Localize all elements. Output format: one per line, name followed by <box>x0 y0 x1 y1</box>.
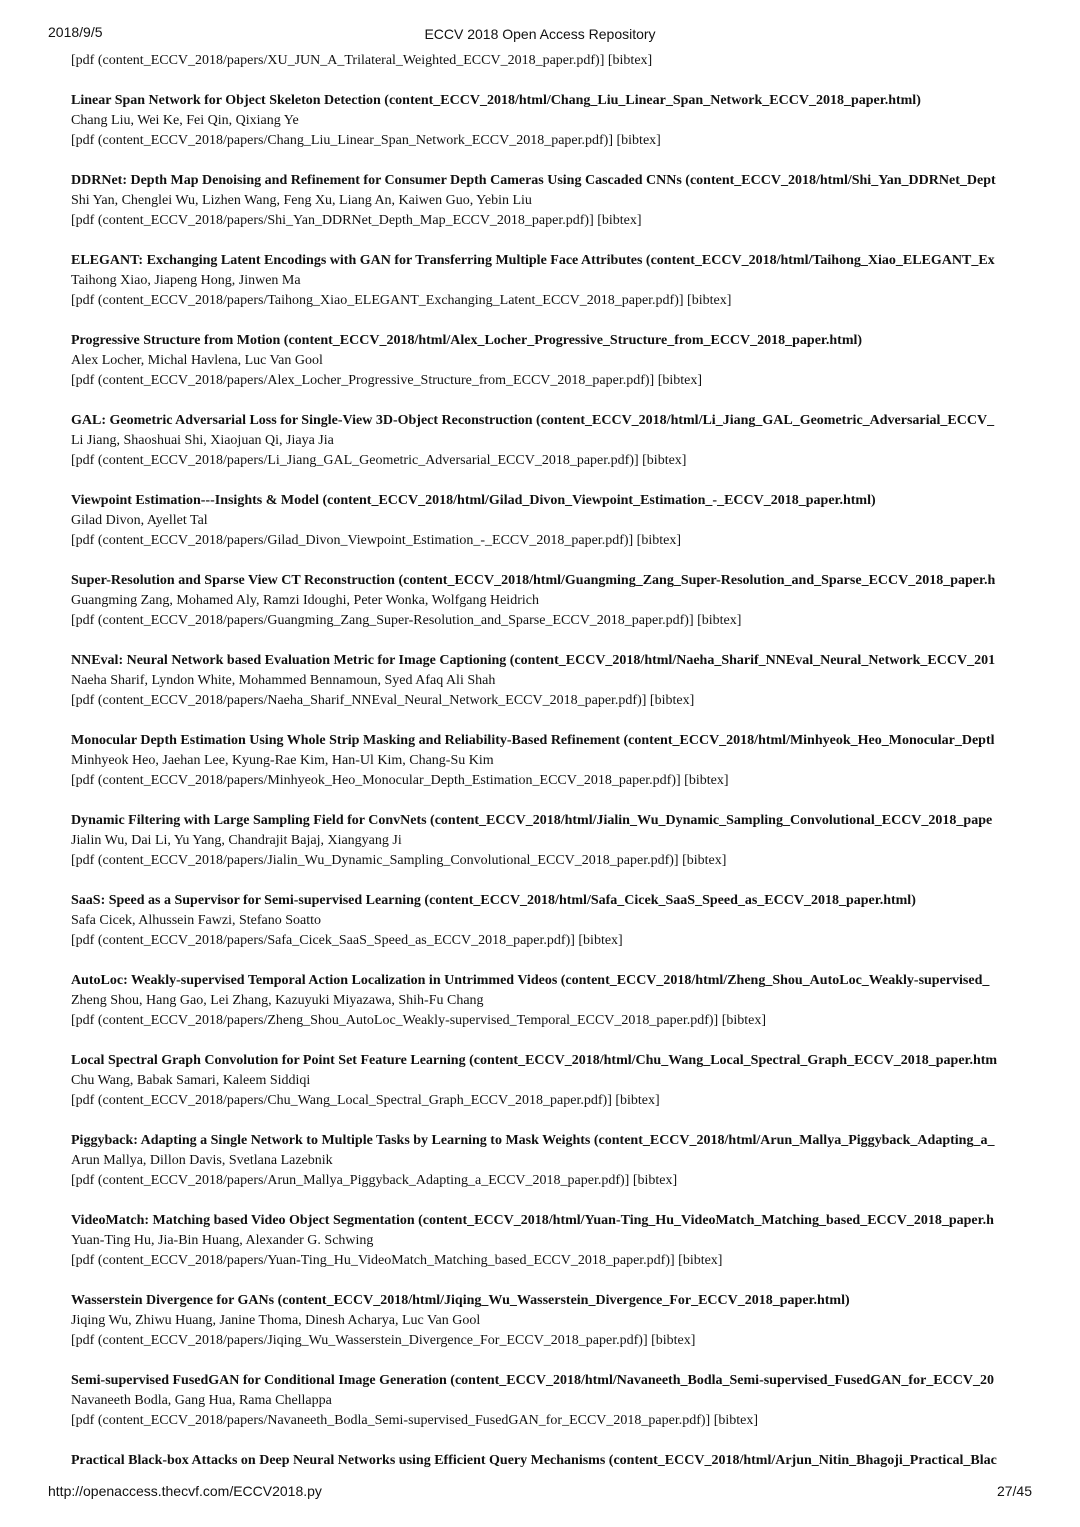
list-item <box>71 731 1032 791</box>
list-item <box>71 1051 1032 1111</box>
page-title: ECCV 2018 Open Access Repository <box>424 26 656 42</box>
print-header <box>48 24 1032 46</box>
print-date: 2018/9/5 <box>48 24 103 40</box>
paper-links[interactable]: [pdf (content_ECCV_2018/papers/Taihong_Xiao_ELEGANT_Exchanging_Latent_ECCV_2018_paper.pdf)] [bibtex] <box>71 293 732 308</box>
list-item <box>71 1131 1032 1191</box>
paper-title-link[interactable]: Wasserstein Divergence for GANs (content_ECCV_2018/html/Jiqing_Wu_Wasserstein_Divergence_For_ECCV_2018_paper.html) <box>71 1293 850 1308</box>
paper-authors: Safa Cicek, Alhussein Fawzi, Stefano Soatto <box>71 913 322 928</box>
list-item <box>71 411 1032 471</box>
paper-authors: Yuan-Ting Hu, Jia-Bin Huang, Alexander G. Schwing <box>71 1233 374 1248</box>
paper-links[interactable]: [pdf (content_ECCV_2018/papers/Arun_Mallya_Piggyback_Adapting_a_ECCV_2018_paper.pdf)] [bibtex] <box>71 1173 678 1188</box>
paper-authors: Jialin Wu, Dai Li, Yu Yang, Chandrajit Bajaj, Xiangyang Ji <box>71 833 402 848</box>
list-item <box>71 1451 1032 1471</box>
list-item <box>71 811 1032 871</box>
paper-links[interactable]: [pdf (content_ECCV_2018/papers/Shi_Yan_DDRNet_Depth_Map_ECCV_2018_paper.pdf)] [bibtex] <box>71 213 642 228</box>
paper-authors: Shi Yan, Chenglei Wu, Lizhen Wang, Feng Xu, Liang An, Kaiwen Guo, Yebin Liu <box>71 193 532 208</box>
paper-authors: Arun Mallya, Dillon Davis, Svetlana Lazebnik <box>71 1153 333 1168</box>
paper-title-link[interactable]: Piggyback: Adapting a Single Network to Multiple Tasks by Learning to Mask Weights (content_ECCV_2018/html/Arun_Mallya_Piggyback_Adapting_a_ <box>71 1133 995 1148</box>
paper-title-link[interactable]: GAL: Geometric Adversarial Loss for Single-View 3D-Object Reconstruction (content_ECCV_2018/html/Li_Jiang_GAL_Geometric_Adversarial_ECCV_ <box>71 413 995 428</box>
paper-links[interactable]: [pdf (content_ECCV_2018/papers/Jialin_Wu_Dynamic_Sampling_Convolutional_ECCV_2018_paper.pdf)] [bibtex] <box>71 853 727 868</box>
paper-title-link[interactable]: Progressive Structure from Motion (content_ECCV_2018/html/Alex_Locher_Progressive_Structure_from_ECCV_2018_paper.html) <box>71 333 863 348</box>
list-item <box>71 891 1032 951</box>
paper-authors: Navaneeth Bodla, Gang Hua, Rama Chellappa <box>71 1393 332 1408</box>
paper-links[interactable]: [pdf (content_ECCV_2018/papers/Alex_Locher_Progressive_Structure_from_ECCV_2018_paper.pdf)] [bibtex] <box>71 373 703 388</box>
paper-authors: Alex Locher, Michal Havlena, Luc Van Gool <box>71 353 323 368</box>
paper-links[interactable]: [pdf (content_ECCV_2018/papers/Zheng_Shou_AutoLoc_Weakly-supervised_Temporal_ECCV_2018_paper.pdf)] [bibtex] <box>71 1013 767 1028</box>
paper-title-link[interactable]: VideoMatch: Matching based Video Object Segmentation (content_ECCV_2018/html/Yuan-Ting_Hu_VideoMatch_Matching_based_ECCV_2018_paper.h <box>71 1213 994 1228</box>
list-item <box>71 51 1032 71</box>
list-item <box>71 251 1032 311</box>
paper-authors: Guangming Zang, Mohamed Aly, Ramzi Idoughi, Peter Wonka, Wolfgang Heidrich <box>71 593 539 608</box>
paper-authors: Chu Wang, Babak Samari, Kaleem Siddiqi <box>71 1073 311 1088</box>
list-item <box>71 651 1032 711</box>
paper-title-link[interactable]: Local Spectral Graph Convolution for Point Set Feature Learning (content_ECCV_2018/html/Chu_Wang_Local_Spectral_Graph_ECCV_2018_paper.htm <box>71 1053 998 1068</box>
list-item <box>71 1291 1032 1351</box>
paper-authors: Li Jiang, Shaoshuai Shi, Xiaojuan Qi, Jiaya Jia <box>71 433 334 448</box>
paper-links[interactable]: [pdf (content_ECCV_2018/papers/Naeha_Sharif_NNEval_Neural_Network_ECCV_2018_paper.pdf)] [bibtex] <box>71 693 695 708</box>
paper-list <box>71 51 1032 1476</box>
paper-links[interactable]: [pdf (content_ECCV_2018/papers/XU_JUN_A_Trilateral_Weighted_ECCV_2018_paper.pdf)] [bibtex] <box>71 53 653 68</box>
list-item <box>71 1371 1032 1431</box>
paper-title-link[interactable]: SaaS: Speed as a Supervisor for Semi-supervised Learning (content_ECCV_2018/html/Safa_Cicek_SaaS_Speed_as_ECCV_2018_paper.html) <box>71 893 916 908</box>
paper-authors: Taihong Xiao, Jiapeng Hong, Jinwen Ma <box>71 273 301 288</box>
paper-links[interactable]: [pdf (content_ECCV_2018/papers/Jiqing_Wu_Wasserstein_Divergence_For_ECCV_2018_paper.pdf)] [bibtex] <box>71 1333 696 1348</box>
print-footer <box>48 1483 1032 1505</box>
paper-title-link[interactable]: DDRNet: Depth Map Denoising and Refinement for Consumer Depth Cameras Using Cascaded CNNs (content_ECCV_2018/html/Shi_Yan_DDRNet_Dept <box>71 173 996 188</box>
paper-title-link[interactable]: NNEval: Neural Network based Evaluation Metric for Image Captioning (content_ECCV_2018/html/Naeha_Sharif_NNEval_Neural_Network_ECCV_201 <box>71 653 996 668</box>
paper-links[interactable]: [pdf (content_ECCV_2018/papers/Chu_Wang_Local_Spectral_Graph_ECCV_2018_paper.pdf)] [bibtex] <box>71 1093 660 1108</box>
paper-entries <box>71 91 1032 1431</box>
paper-authors: Zheng Shou, Hang Gao, Lei Zhang, Kazuyuki Miyazawa, Shih-Fu Chang <box>71 993 484 1008</box>
list-item <box>71 171 1032 231</box>
paper-title-link[interactable]: Linear Span Network for Object Skeleton Detection (content_ECCV_2018/html/Chang_Liu_Linear_Span_Network_ECCV_2018_paper.html) <box>71 93 921 108</box>
paper-title-link[interactable]: Dynamic Filtering with Large Sampling Field for ConvNets (content_ECCV_2018/html/Jialin_Wu_Dynamic_Sampling_Convolutional_ECCV_2018_pape <box>71 813 993 828</box>
paper-authors: Jiqing Wu, Zhiwu Huang, Janine Thoma, Dinesh Acharya, Luc Van Gool <box>71 1313 481 1328</box>
page-url: http://openaccess.thecvf.com/ECCV2018.py <box>48 1483 322 1499</box>
paper-links[interactable]: [pdf (content_ECCV_2018/papers/Minhyeok_Heo_Monocular_Depth_Estimation_ECCV_2018_paper.pdf)] [bibtex] <box>71 773 729 788</box>
list-item <box>71 491 1032 551</box>
page-number: 27/45 <box>996 1483 1032 1499</box>
paper-title-link[interactable]: AutoLoc: Weakly-supervised Temporal Action Localization in Untrimmed Videos (content_ECCV_2018/html/Zheng_Shou_AutoLoc_Weakly-supervised_ <box>71 973 990 988</box>
paper-authors: Minhyeok Heo, Jaehan Lee, Kyung-Rae Kim, Han-Ul Kim, Chang-Su Kim <box>71 753 494 768</box>
list-item <box>71 91 1032 151</box>
list-item <box>71 1211 1032 1271</box>
paper-title-link[interactable]: Semi-supervised FusedGAN for Conditional Image Generation (content_ECCV_2018/html/Navaneeth_Bodla_Semi-supervised_FusedGAN_for_ECCV_20 <box>71 1373 994 1388</box>
list-item <box>71 571 1032 631</box>
paper-links[interactable]: [pdf (content_ECCV_2018/papers/Chang_Liu_Linear_Span_Network_ECCV_2018_paper.pdf)] [bibtex] <box>71 133 661 148</box>
paper-title-link[interactable]: Super-Resolution and Sparse View CT Reconstruction (content_ECCV_2018/html/Guangming_Zang_Super-Resolution_and_Sparse_ECCV_2018_paper.h <box>71 573 996 588</box>
paper-links[interactable]: [pdf (content_ECCV_2018/papers/Guangming_Zang_Super-Resolution_and_Sparse_ECCV_2018_paper.pdf)] [bibtex] <box>71 613 742 628</box>
list-item <box>71 331 1032 391</box>
paper-title-link[interactable]: Practical Black-box Attacks on Deep Neural Networks using Efficient Query Mechanisms (content_ECCV_2018/html/Arjun_Nitin_Bhagoji_Practical_Blac <box>71 1453 997 1468</box>
paper-links[interactable]: [pdf (content_ECCV_2018/papers/Safa_Cicek_SaaS_Speed_as_ECCV_2018_paper.pdf)] [bibtex] <box>71 933 623 948</box>
paper-title-link[interactable]: ELEGANT: Exchanging Latent Encodings with GAN for Transferring Multiple Face Attributes (content_ECCV_2018/html/Taihong_Xiao_ELEGANT_Ex <box>71 253 995 268</box>
list-item <box>71 971 1032 1031</box>
paper-title-link[interactable]: Monocular Depth Estimation Using Whole Strip Masking and Reliability-Based Refinement (content_ECCV_2018/html/Minhyeok_Heo_Monocular_Deptl <box>71 733 995 748</box>
paper-links[interactable]: [pdf (content_ECCV_2018/papers/Li_Jiang_GAL_Geometric_Adversarial_ECCV_2018_paper.pdf)] [bibtex] <box>71 453 687 468</box>
paper-authors: Naeha Sharif, Lyndon White, Mohammed Bennamoun, Syed Afaq Ali Shah <box>71 673 496 688</box>
paper-title-link[interactable]: Viewpoint Estimation---Insights & Model (content_ECCV_2018/html/Gilad_Divon_Viewpoint_Estimation_-_ECCV_2018_paper.html) <box>71 493 876 508</box>
paper-links[interactable]: [pdf (content_ECCV_2018/papers/Yuan-Ting_Hu_VideoMatch_Matching_based_ECCV_2018_paper.pdf)] [bibtex] <box>71 1253 723 1268</box>
paper-links[interactable]: [pdf (content_ECCV_2018/papers/Gilad_Divon_Viewpoint_Estimation_-_ECCV_2018_paper.pdf)] [bibtex] <box>71 533 681 548</box>
paper-authors: Chang Liu, Wei Ke, Fei Qin, Qixiang Ye <box>71 113 299 128</box>
paper-authors: Gilad Divon, Ayellet Tal <box>71 513 208 528</box>
paper-links[interactable]: [pdf (content_ECCV_2018/papers/Navaneeth_Bodla_Semi-supervised_FusedGAN_for_ECCV_2018_paper.pdf)] [bibtex] <box>71 1413 759 1428</box>
